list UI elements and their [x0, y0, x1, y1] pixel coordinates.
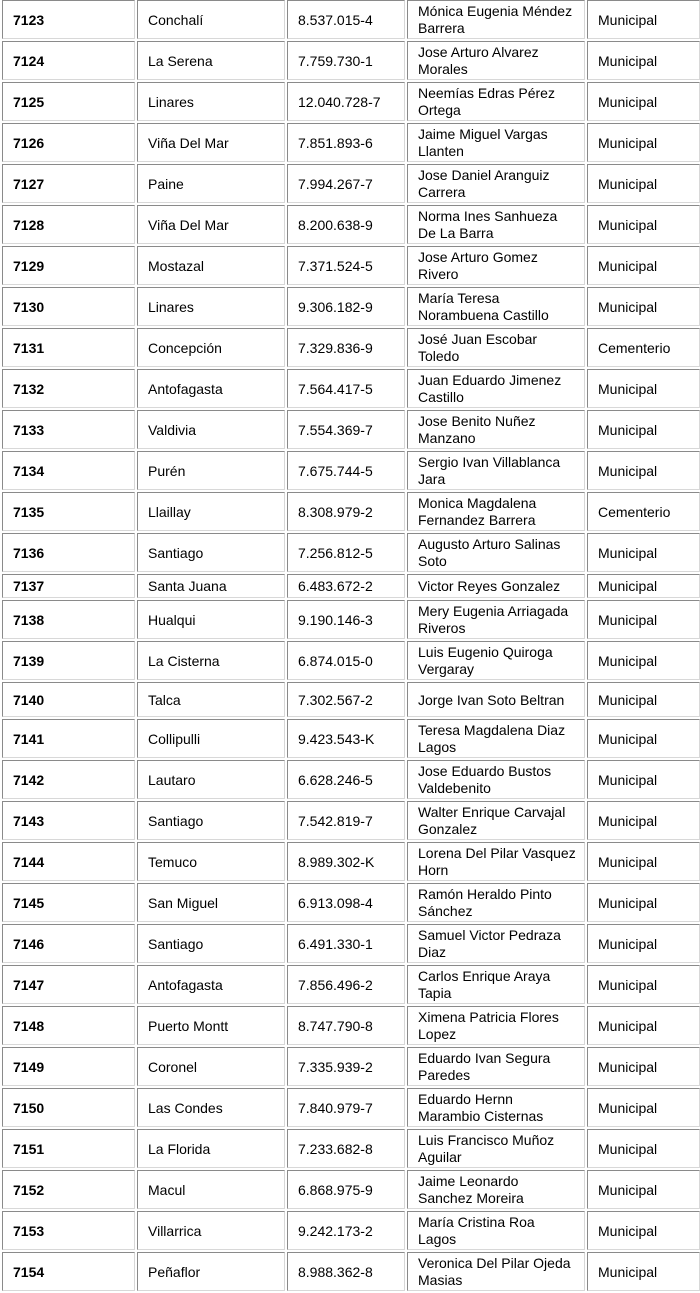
record-number: 7123	[2, 0, 135, 39]
record-name: Victor Reyes Gonzalez	[407, 574, 585, 598]
record-name: Luis Francisco Muñoz Aguilar	[407, 1129, 585, 1168]
table-row	[2, 1211, 700, 1250]
table-row	[2, 1170, 700, 1209]
table-row	[2, 1047, 700, 1086]
record-city: Santiago	[137, 533, 285, 572]
record-rut: 6.483.672-2	[287, 574, 405, 598]
record-type: Municipal	[587, 1170, 700, 1209]
record-type: Municipal	[587, 0, 700, 39]
table-row	[2, 123, 700, 162]
record-type: Cementerio	[587, 492, 700, 531]
record-type: Municipal	[587, 801, 700, 840]
table-row	[2, 682, 700, 717]
record-name: Jose Eduardo Bustos Valdebenito	[407, 760, 585, 799]
record-type: Municipal	[587, 574, 700, 598]
table-row	[2, 760, 700, 799]
record-city: Paine	[137, 164, 285, 203]
record-name: María Cristina Roa Lagos	[407, 1211, 585, 1250]
record-city: San Miguel	[137, 883, 285, 922]
record-name: Jose Arturo Alvarez Morales	[407, 41, 585, 80]
record-number: 7129	[2, 246, 135, 285]
record-city: Macul	[137, 1170, 285, 1209]
table-row	[2, 205, 700, 244]
record-type: Municipal	[587, 1252, 700, 1291]
table-row	[2, 719, 700, 758]
record-type: Municipal	[587, 287, 700, 326]
record-name: Mónica Eugenia Méndez Barrera	[407, 0, 585, 39]
record-city: La Cisterna	[137, 641, 285, 680]
record-number: 7154	[2, 1252, 135, 1291]
record-rut: 9.423.543-K	[287, 719, 405, 758]
record-number: 7124	[2, 41, 135, 80]
table-row	[2, 883, 700, 922]
record-number: 7148	[2, 1006, 135, 1045]
record-city: La Serena	[137, 41, 285, 80]
record-rut: 12.040.728-7	[287, 82, 405, 121]
record-type: Municipal	[587, 205, 700, 244]
table-row	[2, 924, 700, 963]
table-row	[2, 0, 700, 39]
table-row	[2, 1129, 700, 1168]
record-city: Collipulli	[137, 719, 285, 758]
table-row	[2, 369, 700, 408]
record-number: 7143	[2, 801, 135, 840]
record-number: 7125	[2, 82, 135, 121]
record-name: Veronica Del Pilar Ojeda Masias	[407, 1252, 585, 1291]
record-number: 7151	[2, 1129, 135, 1168]
record-name: Teresa Magdalena Diaz Lagos	[407, 719, 585, 758]
record-rut: 8.537.015-4	[287, 0, 405, 39]
record-name: Mery Eugenia Arriagada Riveros	[407, 600, 585, 639]
record-number: 7130	[2, 287, 135, 326]
record-name: Jorge Ivan Soto Beltran	[407, 682, 585, 717]
record-rut: 6.874.015-0	[287, 641, 405, 680]
record-city: Temuco	[137, 842, 285, 881]
record-rut: 6.868.975-9	[287, 1170, 405, 1209]
record-city: La Florida	[137, 1129, 285, 1168]
table-row	[2, 801, 700, 840]
table-row	[2, 533, 700, 572]
record-rut: 8.988.362-8	[287, 1252, 405, 1291]
record-city: Llaillay	[137, 492, 285, 531]
record-type: Municipal	[587, 682, 700, 717]
record-type: Municipal	[587, 842, 700, 881]
record-number: 7152	[2, 1170, 135, 1209]
record-rut: 7.759.730-1	[287, 41, 405, 80]
record-rut: 7.256.812-5	[287, 533, 405, 572]
record-name: Neemías Edras Pérez Ortega	[407, 82, 585, 121]
record-city: Antofagasta	[137, 965, 285, 1004]
record-city: Linares	[137, 82, 285, 121]
record-number: 7146	[2, 924, 135, 963]
record-name: Samuel Victor Pedraza Diaz	[407, 924, 585, 963]
table-row	[2, 574, 700, 598]
record-rut: 9.242.173-2	[287, 1211, 405, 1250]
records-table-body	[2, 0, 700, 1291]
table-row	[2, 82, 700, 121]
record-number: 7145	[2, 883, 135, 922]
record-name: Eduardo Hernn Marambio Cisternas	[407, 1088, 585, 1127]
table-row	[2, 410, 700, 449]
record-city: Viña Del Mar	[137, 123, 285, 162]
table-row	[2, 451, 700, 490]
record-number: 7141	[2, 719, 135, 758]
record-number: 7150	[2, 1088, 135, 1127]
record-number: 7140	[2, 682, 135, 717]
record-type: Municipal	[587, 123, 700, 162]
record-rut: 7.554.369-7	[287, 410, 405, 449]
record-city: Coronel	[137, 1047, 285, 1086]
record-name: Jaime Leonardo Sanchez Moreira	[407, 1170, 585, 1209]
record-type: Municipal	[587, 641, 700, 680]
record-city: Viña Del Mar	[137, 205, 285, 244]
record-name: Carlos Enrique Araya Tapia	[407, 965, 585, 1004]
record-number: 7138	[2, 600, 135, 639]
record-number: 7133	[2, 410, 135, 449]
record-city: Puerto Montt	[137, 1006, 285, 1045]
record-name: Augusto Arturo Salinas Soto	[407, 533, 585, 572]
record-rut: 9.306.182-9	[287, 287, 405, 326]
record-rut: 6.491.330-1	[287, 924, 405, 963]
record-type: Municipal	[587, 164, 700, 203]
record-number: 7135	[2, 492, 135, 531]
record-city: Talca	[137, 682, 285, 717]
record-name: José Juan Escobar Toledo	[407, 328, 585, 367]
table-row	[2, 1088, 700, 1127]
record-city: Valdivia	[137, 410, 285, 449]
record-name: Luis Eugenio Quiroga Vergaray	[407, 641, 585, 680]
record-type: Municipal	[587, 965, 700, 1004]
record-city: Mostazal	[137, 246, 285, 285]
record-number: 7131	[2, 328, 135, 367]
record-rut: 7.840.979-7	[287, 1088, 405, 1127]
record-type: Municipal	[587, 1129, 700, 1168]
record-type: Municipal	[587, 1047, 700, 1086]
table-row	[2, 41, 700, 80]
record-rut: 8.747.790-8	[287, 1006, 405, 1045]
record-rut: 8.200.638-9	[287, 205, 405, 244]
record-type: Municipal	[587, 1088, 700, 1127]
record-type: Municipal	[587, 924, 700, 963]
record-city: Hualqui	[137, 600, 285, 639]
record-city: Villarrica	[137, 1211, 285, 1250]
record-rut: 7.851.893-6	[287, 123, 405, 162]
record-name: Jose Daniel Aranguiz Carrera	[407, 164, 585, 203]
record-rut: 7.335.939-2	[287, 1047, 405, 1086]
record-rut: 8.989.302-K	[287, 842, 405, 881]
record-rut: 7.329.836-9	[287, 328, 405, 367]
record-name: Monica Magdalena Fernandez Barrera	[407, 492, 585, 531]
record-type: Municipal	[587, 246, 700, 285]
record-type: Municipal	[587, 410, 700, 449]
record-number: 7147	[2, 965, 135, 1004]
record-city: Linares	[137, 287, 285, 326]
record-rut: 7.302.567-2	[287, 682, 405, 717]
record-type: Municipal	[587, 451, 700, 490]
table-row	[2, 965, 700, 1004]
record-type: Municipal	[587, 41, 700, 80]
record-rut: 7.542.819-7	[287, 801, 405, 840]
record-city: Purén	[137, 451, 285, 490]
table-row	[2, 164, 700, 203]
record-type: Municipal	[587, 369, 700, 408]
record-name: Juan Eduardo Jimenez Castillo	[407, 369, 585, 408]
record-type: Municipal	[587, 1006, 700, 1045]
record-name: Jaime Miguel Vargas Llanten	[407, 123, 585, 162]
table-row	[2, 1252, 700, 1291]
record-name: Norma Ines Sanhueza De La Barra	[407, 205, 585, 244]
record-number: 7142	[2, 760, 135, 799]
record-number: 7153	[2, 1211, 135, 1250]
record-number: 7139	[2, 641, 135, 680]
record-city: Santa Juana	[137, 574, 285, 598]
table-row	[2, 492, 700, 531]
record-rut: 7.675.744-5	[287, 451, 405, 490]
table-row	[2, 641, 700, 680]
record-city: Santiago	[137, 801, 285, 840]
record-rut: 7.856.496-2	[287, 965, 405, 1004]
record-rut: 7.233.682-8	[287, 1129, 405, 1168]
record-name: Ximena Patricia Flores Lopez	[407, 1006, 585, 1045]
record-rut: 8.308.979-2	[287, 492, 405, 531]
table-row	[2, 246, 700, 285]
table-row	[2, 287, 700, 326]
record-rut: 7.994.267-7	[287, 164, 405, 203]
table-row	[2, 842, 700, 881]
table-row	[2, 328, 700, 367]
record-type: Municipal	[587, 1211, 700, 1250]
record-type: Municipal	[587, 883, 700, 922]
record-number: 7144	[2, 842, 135, 881]
record-city: Conchalí	[137, 0, 285, 39]
record-type: Municipal	[587, 719, 700, 758]
record-name: Ramón Heraldo Pinto Sánchez	[407, 883, 585, 922]
record-rut: 9.190.146-3	[287, 600, 405, 639]
record-name: María Teresa Norambuena Castillo	[407, 287, 585, 326]
record-city: Las Condes	[137, 1088, 285, 1127]
record-city: Concepción	[137, 328, 285, 367]
record-number: 7137	[2, 574, 135, 598]
record-name: Walter Enrique Carvajal Gonzalez	[407, 801, 585, 840]
table-row	[2, 1006, 700, 1045]
table-row	[2, 600, 700, 639]
record-rut: 7.371.524-5	[287, 246, 405, 285]
record-number: 7136	[2, 533, 135, 572]
record-number: 7132	[2, 369, 135, 408]
record-rut: 6.913.098-4	[287, 883, 405, 922]
record-number: 7127	[2, 164, 135, 203]
record-type: Municipal	[587, 82, 700, 121]
record-name: Lorena Del Pilar Vasquez Horn	[407, 842, 585, 881]
record-number: 7126	[2, 123, 135, 162]
record-city: Antofagasta	[137, 369, 285, 408]
record-number: 7149	[2, 1047, 135, 1086]
record-city: Lautaro	[137, 760, 285, 799]
record-rut: 6.628.246-5	[287, 760, 405, 799]
record-type: Municipal	[587, 760, 700, 799]
record-rut: 7.564.417-5	[287, 369, 405, 408]
record-city: Peñaflor	[137, 1252, 285, 1291]
record-type: Municipal	[587, 600, 700, 639]
record-name: Jose Benito Nuñez Manzano	[407, 410, 585, 449]
record-type: Cementerio	[587, 328, 700, 367]
record-number: 7128	[2, 205, 135, 244]
record-name: Sergio Ivan Villablanca Jara	[407, 451, 585, 490]
record-type: Municipal	[587, 533, 700, 572]
record-name: Eduardo Ivan Segura Paredes	[407, 1047, 585, 1086]
record-city: Santiago	[137, 924, 285, 963]
record-name: Jose Arturo Gomez Rivero	[407, 246, 585, 285]
record-number: 7134	[2, 451, 135, 490]
